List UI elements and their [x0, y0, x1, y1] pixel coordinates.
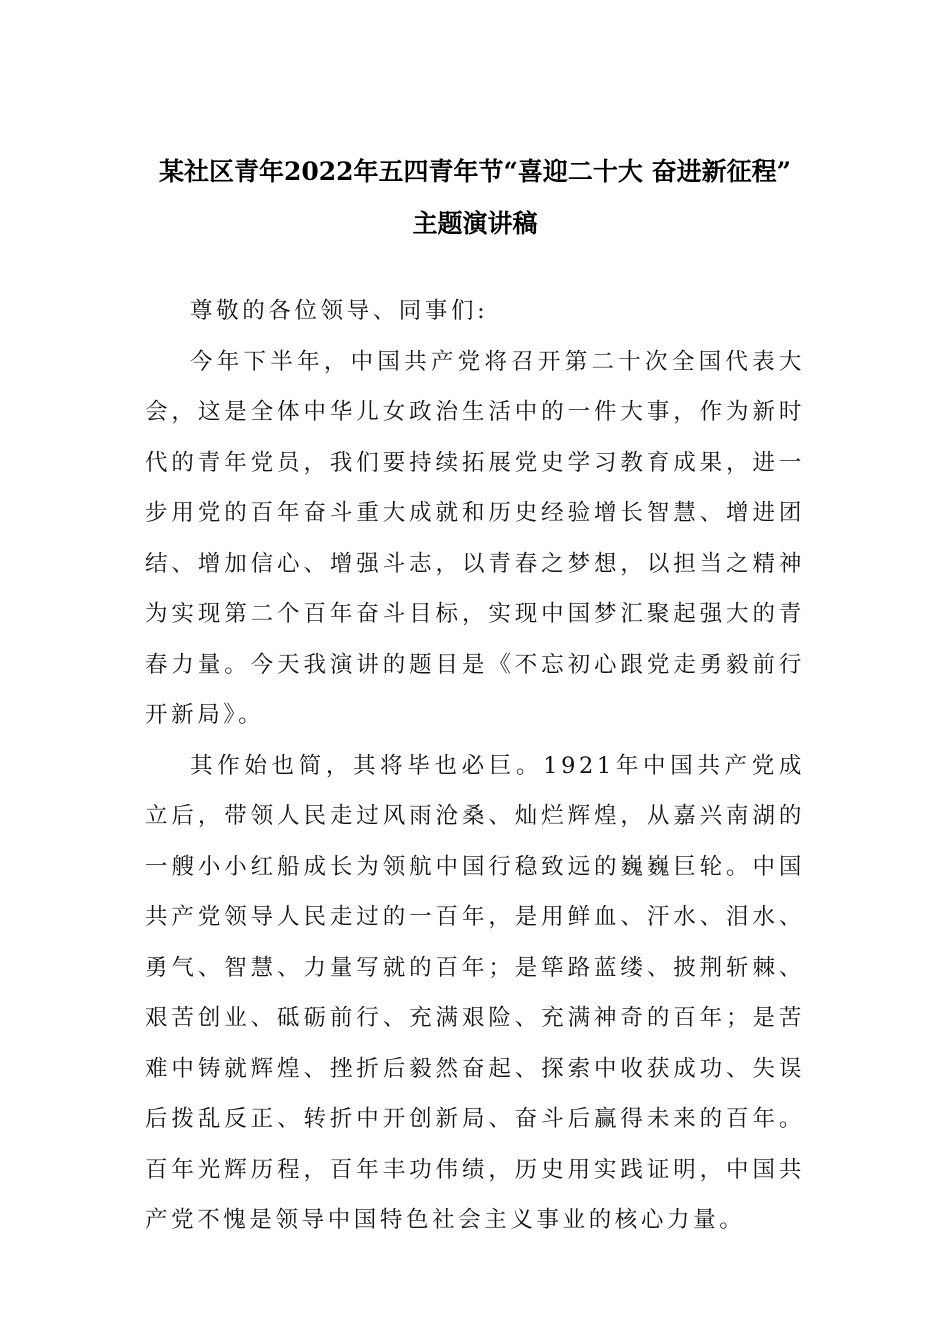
document-subtitle: 主题演讲稿	[412, 209, 538, 238]
body-paragraph: 其作始也简，其将毕也必巨。1921年中国共产党成立后，带领人民走过风雨沧桑、灿烂辉煌，从嘉兴南湖的一艘小小红船成长为领航中国行稳致远的巍巍巨轮。中国共产党领导人民走过的一百年，是用鲜血、汗水、泪水、勇气、智慧、力量写就的百年；是筚路蓝缕、披荆斩棘、艰苦创业、砥砺前行、充满艰险、充满神奇的百年；是苦难中铸就辉煌、挫折后毅然奋起、探索中收获成功、失误后拨乱反正、转折中开创新局、奋斗后赢得未来的百年。百年光辉历程，百年丰功伟绩，历史用实践证明，中国共产党不愧是领导中国特色社会主义事业的核心力量。	[145, 752, 805, 1233]
body-paragraph: 今年下半年，中国共产党将召开第二十次全国代表大会，这是全体中华儿女政治生活中的一件大事，作为新时代的青年党员，我们要持续拓展党史学习教育成果，进一步用党的百年奋斗重大成就和历史经验增长智慧、增进团结、增加信心、增强斗志，以青春之梦想，以担当之精神为实现第二个百年奋斗目标，实现中国梦汇聚起强大的青春力量。今天我演讲的题目是《不忘初心跟党走勇毅前行开新局》。	[145, 348, 805, 728]
salutation-paragraph: 尊敬的各位领导、同事们:	[190, 298, 489, 324]
document-title: 某社区青年2022年五四青年节“喜迎二十大 奋进新征程”	[158, 157, 792, 186]
document-body	[145, 286, 805, 1246]
